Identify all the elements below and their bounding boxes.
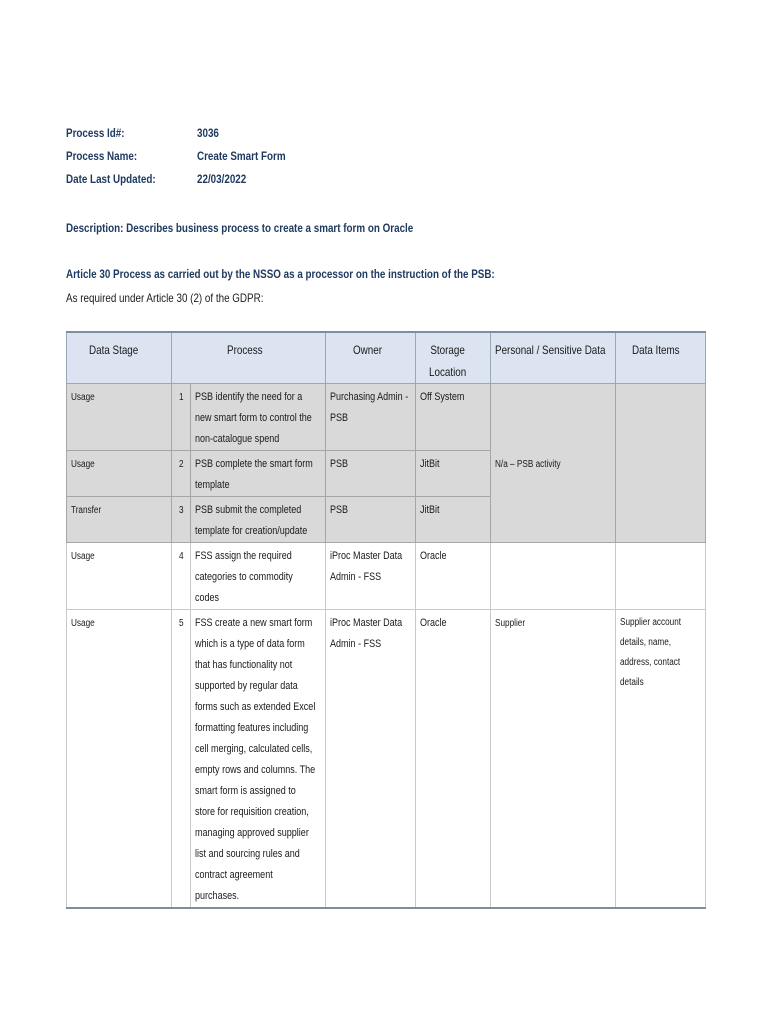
header-storage-location: Storage Location	[416, 332, 491, 384]
process-id-row	[66, 126, 305, 149]
owner-cell: Purchasing Admin - PSB	[326, 384, 416, 451]
process-cell: FSS create a new smart form which is a type of data form that has functionality not supported by regular data forms such as extended Excel formatting features including cell merging, calculated cells, empty rows and columns. The smart form is assigned to store for requisition creation, managing approved supplier list and sourcing rules and contract agreement purchases.	[191, 610, 326, 909]
step-number: 5	[172, 610, 191, 909]
owner-cell: iProc Master Data Admin - FSS	[326, 543, 416, 610]
process-cell: FSS assign the required categories to commodity codes	[191, 543, 326, 610]
personal-data-cell	[491, 543, 616, 610]
header-data-stage: Data Stage	[67, 332, 172, 384]
process-cell: PSB complete the smart form template	[191, 451, 326, 497]
process-id-label: Process Id#:	[66, 126, 125, 140]
step-number: 2	[172, 451, 191, 497]
process-name-label: Process Name:	[66, 149, 138, 163]
owner-cell: PSB	[326, 451, 416, 497]
date-value: 22/03/2022	[197, 172, 247, 186]
description: Description: Describes business process to create a smart form on Oracle	[66, 221, 414, 235]
owner-cell: PSB	[326, 497, 416, 543]
storage-cell: Oracle	[416, 610, 491, 909]
table-header-row	[67, 332, 706, 384]
header-data-items: Data Items	[616, 332, 706, 384]
process-cell: PSB identify the need for a new smart form to control the non-catalogue spend	[191, 384, 326, 451]
storage-cell: JitBit	[416, 497, 491, 543]
header-owner: Owner	[326, 332, 416, 384]
step-number: 3	[172, 497, 191, 543]
stage-cell: Usage	[67, 384, 172, 451]
personal-data-cell: Supplier	[491, 610, 616, 909]
article-subtitle: As required under Article 30 (2) of the GDPR:	[66, 291, 264, 305]
personal-data-cell: N/a – PSB activity	[491, 384, 616, 543]
table-row	[67, 384, 706, 451]
data-items-cell	[616, 543, 706, 610]
owner-cell: iProc Master Data Admin - FSS	[326, 610, 416, 909]
process-id-value: 3036	[197, 126, 219, 140]
table-row	[67, 610, 706, 909]
table-row	[67, 543, 706, 610]
date-label: Date Last Updated:	[66, 172, 156, 186]
process-name-value: Create Smart Form	[197, 149, 286, 163]
storage-cell: JitBit	[416, 451, 491, 497]
stage-cell: Usage	[67, 451, 172, 497]
step-number: 1	[172, 384, 191, 451]
process-cell: PSB submit the completed template for creation/update	[191, 497, 326, 543]
article-title: Article 30 Process as carried out by the NSSO as a processor on the instruction of the PSB:	[66, 267, 495, 281]
header-process: Process	[172, 332, 326, 384]
storage-cell: Off System	[416, 384, 491, 451]
storage-cell: Oracle	[416, 543, 491, 610]
process-table	[66, 331, 706, 909]
stage-cell: Transfer	[67, 497, 172, 543]
process-name-row	[66, 149, 305, 172]
process-meta	[66, 126, 305, 195]
header-personal-data: Personal / Sensitive Data	[491, 332, 616, 384]
stage-cell: Usage	[67, 610, 172, 909]
step-number: 4	[172, 543, 191, 610]
data-items-cell: Supplier account details, name, address, contact details	[616, 610, 706, 909]
date-row	[66, 172, 305, 195]
stage-cell: Usage	[67, 543, 172, 610]
data-items-cell	[616, 384, 706, 543]
